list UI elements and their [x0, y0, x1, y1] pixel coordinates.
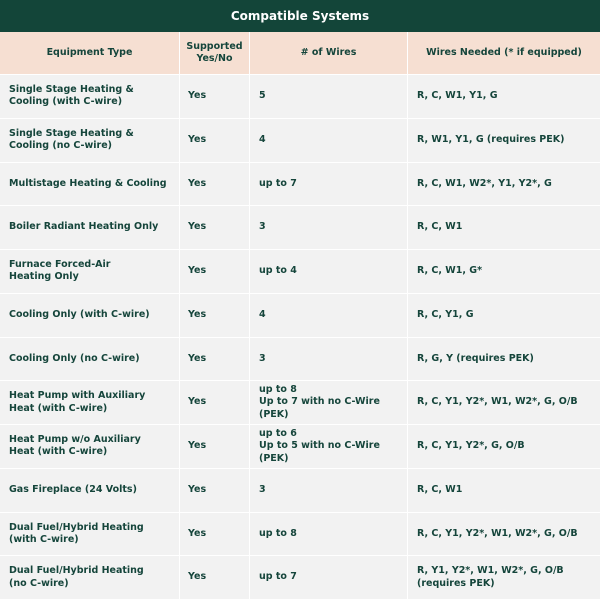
wires-needed-cell: R, W1, Y1, G (requires PEK): [408, 119, 600, 163]
header-supported: Supported Yes/No: [180, 32, 250, 75]
header-row: [0, 32, 600, 75]
equipment-type-cell: Heat Pump with Auxiliary Heat (with C-wire): [0, 381, 180, 425]
equipment-type-cell: Single Stage Heating & Cooling (with C-wire): [0, 75, 180, 119]
equipment-type-cell: Single Stage Heating & Cooling (no C-wire): [0, 119, 180, 163]
table-row: [0, 163, 600, 207]
wires-needed-cell: R, C, Y1, Y2*, G, O/B: [408, 425, 600, 469]
table-row: [0, 425, 600, 469]
header-wires-needed: Wires Needed (* if equipped): [408, 32, 600, 75]
num-wires-cell: up to 4: [250, 250, 408, 294]
supported-cell: Yes: [180, 338, 250, 382]
supported-cell: Yes: [180, 425, 250, 469]
wires-needed-cell: R, C, W1: [408, 206, 600, 250]
supported-cell: Yes: [180, 250, 250, 294]
equipment-type-cell: Gas Fireplace (24 Volts): [0, 469, 180, 513]
equipment-type-cell: Furnace Forced-Air Heating Only: [0, 250, 180, 294]
num-wires-cell: 4: [250, 294, 408, 338]
supported-cell: Yes: [180, 556, 250, 600]
wires-needed-cell: R, C, W1: [408, 469, 600, 513]
table-row: [0, 381, 600, 425]
wires-needed-cell: R, Y1, Y2*, W1, W2*, G, O/B (requires PEK): [408, 556, 600, 600]
num-wires-cell: up to 7: [250, 163, 408, 207]
header-equipment-type: Equipment Type: [0, 32, 180, 75]
num-wires-cell: up to 8: [250, 513, 408, 557]
table-row: [0, 513, 600, 557]
num-wires-cell: 3: [250, 338, 408, 382]
num-wires-cell: 5: [250, 75, 408, 119]
num-wires-cell: 4: [250, 119, 408, 163]
supported-cell: Yes: [180, 75, 250, 119]
supported-cell: Yes: [180, 469, 250, 513]
wires-needed-cell: R, C, Y1, Y2*, W1, W2*, G, O/B: [408, 513, 600, 557]
num-wires-cell: 3: [250, 469, 408, 513]
table-row: [0, 556, 600, 600]
table-row: [0, 338, 600, 382]
equipment-type-cell: Cooling Only (with C-wire): [0, 294, 180, 338]
table-row: [0, 206, 600, 250]
wires-needed-cell: R, C, W1, W2*, Y1, Y2*, G: [408, 163, 600, 207]
supported-cell: Yes: [180, 294, 250, 338]
num-wires-cell: 3: [250, 206, 408, 250]
header-num-wires: # of Wires: [250, 32, 408, 75]
equipment-type-cell: Boiler Radiant Heating Only: [0, 206, 180, 250]
num-wires-cell: up to 6 Up to 5 with no C-Wire (PEK): [250, 425, 408, 469]
table-row: [0, 469, 600, 513]
wires-needed-cell: R, C, W1, G*: [408, 250, 600, 294]
supported-cell: Yes: [180, 163, 250, 207]
supported-cell: Yes: [180, 381, 250, 425]
table-row: [0, 250, 600, 294]
num-wires-cell: up to 8 Up to 7 with no C-Wire (PEK): [250, 381, 408, 425]
wires-needed-cell: R, C, Y1, Y2*, W1, W2*, G, O/B: [408, 381, 600, 425]
equipment-type-cell: Cooling Only (no C-wire): [0, 338, 180, 382]
equipment-type-cell: Dual Fuel/Hybrid Heating (with C-wire): [0, 513, 180, 557]
supported-cell: Yes: [180, 513, 250, 557]
wires-needed-cell: R, G, Y (requires PEK): [408, 338, 600, 382]
table-row: [0, 119, 600, 163]
wires-needed-cell: R, C, Y1, G: [408, 294, 600, 338]
table-row: [0, 75, 600, 119]
table-title: Compatible Systems: [0, 0, 600, 32]
supported-cell: Yes: [180, 119, 250, 163]
supported-cell: Yes: [180, 206, 250, 250]
equipment-type-cell: Multistage Heating & Cooling: [0, 163, 180, 207]
table-body: [0, 75, 600, 600]
equipment-type-cell: Heat Pump w/o Auxiliary Heat (with C-wire): [0, 425, 180, 469]
table-row: [0, 294, 600, 338]
equipment-type-cell: Dual Fuel/Hybrid Heating (no C-wire): [0, 556, 180, 600]
wires-needed-cell: R, C, W1, Y1, G: [408, 75, 600, 119]
num-wires-cell: up to 7: [250, 556, 408, 600]
